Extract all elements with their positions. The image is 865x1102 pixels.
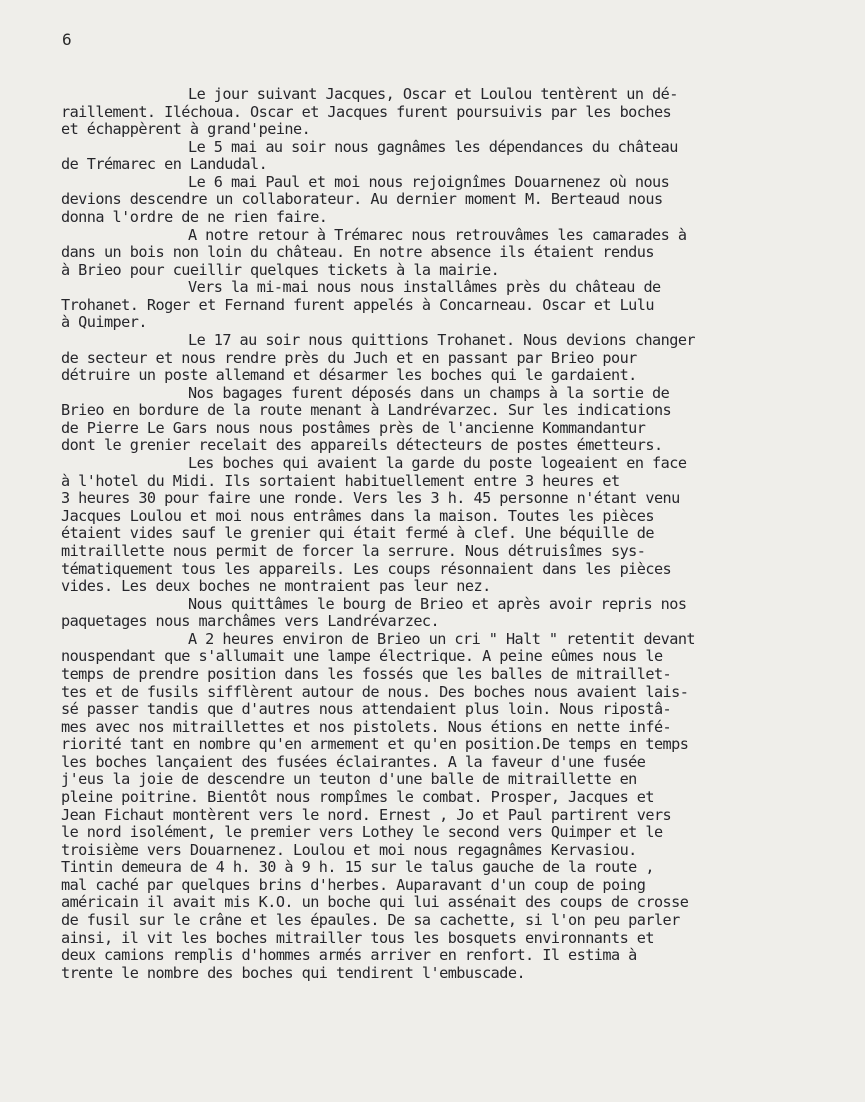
- text-line: de Pierre Le Gars nous nous postâmes près de l'ancienne Kommandantur: [61, 419, 646, 437]
- text-line: américain il avait mis K.O. un boche qui lui assénait des coups de crosse: [61, 893, 689, 911]
- text-line: donna l'ordre de ne rien faire.: [61, 208, 328, 226]
- text-line: et échappèrent à grand'peine.: [61, 120, 311, 138]
- text-line: détruire un poste allemand et désarmer les boches qui le gardaient.: [61, 366, 637, 384]
- text-line: troisième vers Douarnenez. Loulou et moi nous regagnâmes Kervasiou.: [61, 841, 637, 859]
- page-number: 6: [62, 30, 72, 49]
- text-line: 3 heures 30 pour faire une ronde. Vers les 3 h. 45 personne n'étant venu: [61, 489, 680, 507]
- text-line: dont le grenier recelait des appareils détecteurs de postes émetteurs.: [61, 436, 663, 454]
- text-line: mitraillette nous permit de forcer la serrure. Nous détruisîmes sys-: [61, 542, 646, 560]
- text-line: Trohanet. Roger et Fernand furent appelés à Concarneau. Oscar et Lulu: [61, 296, 654, 314]
- text-line: Jacques Loulou et moi nous entrâmes dans la maison. Toutes les pièces: [61, 507, 654, 525]
- text-line: Le 17 au soir nous quittions Trohanet. Nous devions changer: [188, 331, 696, 349]
- text-line: mes avec nos mitraillettes et nos pistolets. Nous étions en nette infé-: [61, 718, 672, 736]
- text-line: j'eus la joie de descendre un teuton d'une balle de mitraillette en: [61, 770, 637, 788]
- text-line: dans un bois non loin du château. En notre absence ils étaient rendus: [61, 243, 654, 261]
- text-line: Vers la mi-mai nous nous installâmes près du château de: [188, 278, 661, 296]
- text-line: Brieo en bordure de la route menant à Landrévarzec. Sur les indications: [61, 401, 672, 419]
- text-line: étaient vides sauf le grenier qui était fermé à clef. Une béquille de: [61, 524, 654, 542]
- text-line: devions descendre un collaborateur. Au dernier moment M. Berteaud nous: [61, 190, 663, 208]
- text-line: à l'hotel du Midi. Ils sortaient habituellement entre 3 heures et: [61, 472, 620, 490]
- text-line: le nord isolément, le premier vers Lothey le second vers Quimper et le: [61, 823, 663, 841]
- text-line: les boches lançaient des fusées éclairantes. A la faveur d'une fusée: [61, 753, 646, 771]
- text-line: de fusil sur le crâne et les épaules. De sa cachette, si l'on peu parler: [61, 911, 680, 929]
- text-line: nouspendant que s'allumait une lampe électrique. A peine eûmes nous le: [61, 647, 663, 665]
- text-line: raillement. Iléchoua. Oscar et Jacques furent poursuivis par les boches: [61, 103, 672, 121]
- text-line: riorité tant en nombre qu'en armement et qu'en position.De temps en temps: [61, 735, 689, 753]
- text-line: Nous quittâmes le bourg de Brieo et après avoir repris nos: [188, 595, 687, 613]
- text-line: Le jour suivant Jacques, Oscar et Loulou tentèrent un dé-: [188, 85, 678, 103]
- text-line: Les boches qui avaient la garde du poste logeaient en face: [188, 454, 687, 472]
- text-line: A 2 heures environ de Brieo un cri " Halt " retentit devant: [188, 630, 696, 648]
- text-line: pleine poitrine. Bientôt nous rompîmes le combat. Prosper, Jacques et: [61, 788, 654, 806]
- text-line: tématiquement tous les appareils. Les coups résonnaient dans les pièces: [61, 560, 672, 578]
- text-line: à Quimper.: [61, 313, 147, 331]
- text-line: deux camions remplis d'hommes armés arriver en renfort. Il estima à: [61, 946, 637, 964]
- text-line: de Trémarec en Landudal.: [61, 155, 268, 173]
- text-line: A notre retour à Trémarec nous retrouvâmes les camarades à: [188, 226, 687, 244]
- text-line: sé passer tandis que d'autres nous attendaient plus loin. Nous ripostâ-: [61, 700, 672, 718]
- text-line: temps de prendre position dans les fossés que les balles de mitraillet-: [61, 665, 672, 683]
- text-line: Nos bagages furent déposés dans un champs à la sortie de: [188, 384, 670, 402]
- text-line: tes et de fusils sifflèrent autour de nous. Des boches nous avaient lais-: [61, 683, 689, 701]
- text-line: Le 6 mai Paul et moi nous rejoignîmes Douarnenez où nous: [188, 173, 670, 191]
- text-line: trente le nombre des boches qui tendirent l'embuscade.: [61, 964, 526, 982]
- text-line: de secteur et nous rendre près du Juch et en passant par Brieo pour: [61, 349, 637, 367]
- text-line: mal caché par quelques brins d'herbes. Auparavant d'un coup de poing: [61, 876, 646, 894]
- text-line: Jean Fichaut montèrent vers le nord. Ernest , Jo et Paul partirent vers: [61, 806, 672, 824]
- text-line: vides. Les deux boches ne montraient pas leur nez.: [61, 577, 491, 595]
- text-line: Tintin demeura de 4 h. 30 à 9 h. 15 sur le talus gauche de la route ,: [61, 858, 654, 876]
- text-line: paquetages nous marchâmes vers Landrévarzec.: [61, 612, 440, 630]
- text-line: à Brieo pour cueillir quelques tickets à la mairie.: [61, 261, 500, 279]
- text-line: Le 5 mai au soir nous gagnâmes les dépendances du château: [188, 138, 678, 156]
- text-line: ainsi, il vit les boches mitrailler tous les bosquets environnants et: [61, 929, 654, 947]
